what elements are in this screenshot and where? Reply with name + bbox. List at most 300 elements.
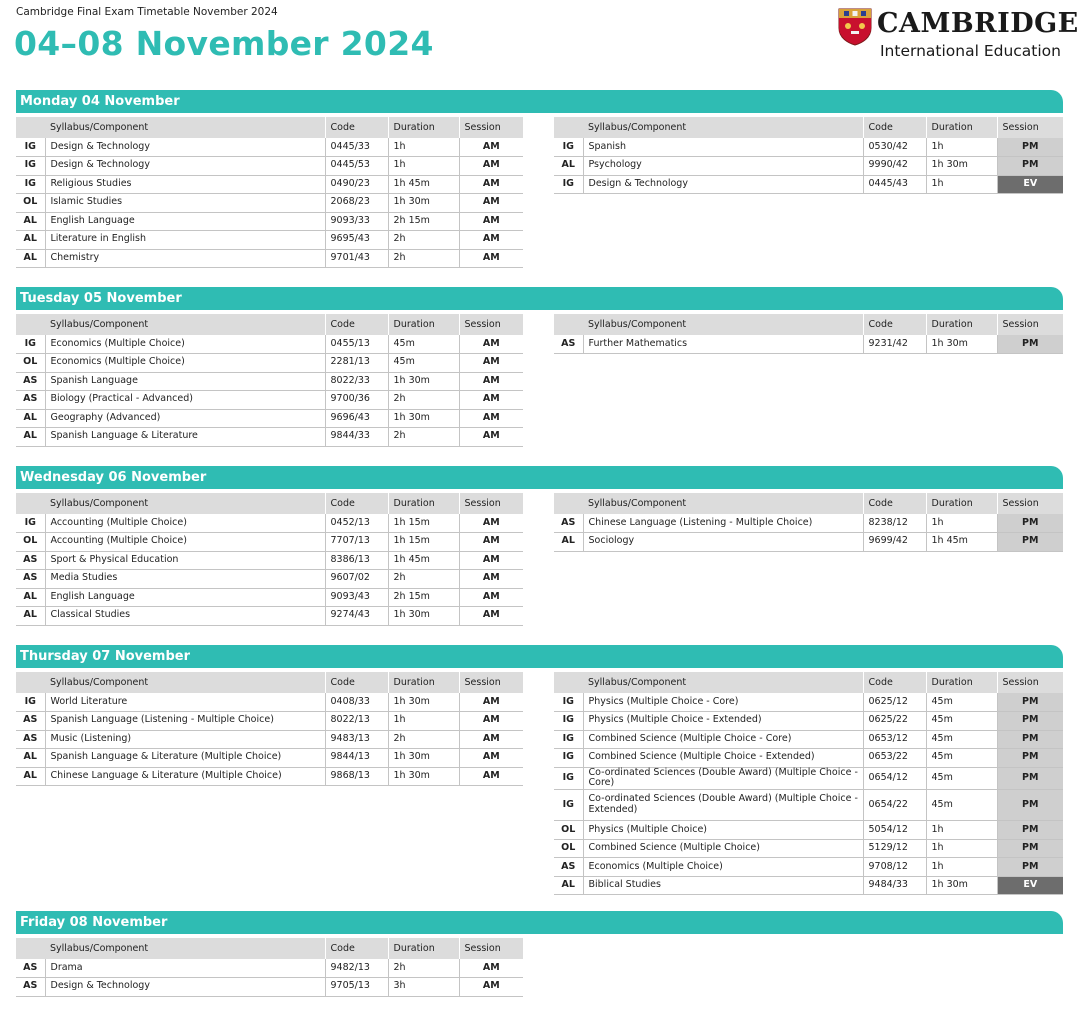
session-cell: AM bbox=[459, 730, 523, 749]
duration-cell: 1h bbox=[926, 858, 997, 877]
syllabus-cell: Religious Studies bbox=[45, 175, 325, 194]
syllabus-cell: Chinese Language (Listening - Multiple Choice) bbox=[583, 514, 863, 533]
syllabus-cell: Economics (Multiple Choice) bbox=[45, 354, 325, 373]
syllabus-cell: Co-ordinated Sciences (Double Award) (Multiple Choice - Core) bbox=[583, 767, 863, 790]
day-section bbox=[16, 90, 1063, 263]
table-row bbox=[16, 749, 523, 768]
code-cell: 0445/43 bbox=[863, 175, 926, 194]
syllabus-cell: English Language bbox=[45, 588, 325, 607]
syllabus-cell: English Language bbox=[45, 212, 325, 231]
duration-cell: 1h 45m bbox=[388, 175, 459, 194]
level-header bbox=[16, 938, 45, 959]
code-cell: 0408/33 bbox=[325, 693, 388, 712]
level-cell: AS bbox=[16, 730, 45, 749]
code-cell: 0530/42 bbox=[863, 138, 926, 157]
duration-cell: 1h bbox=[926, 175, 997, 194]
duration-cell: 45m bbox=[388, 354, 459, 373]
code-cell: 9483/13 bbox=[325, 730, 388, 749]
day-section bbox=[16, 287, 1063, 442]
duration-cell: 1h bbox=[926, 839, 997, 858]
right-exam-table bbox=[554, 117, 1063, 194]
day-header: Friday 08 November bbox=[16, 911, 1063, 934]
level-cell: AS bbox=[16, 712, 45, 731]
session-cell: PM bbox=[997, 157, 1063, 176]
session-cell: AM bbox=[459, 749, 523, 768]
left-exam-table bbox=[16, 314, 523, 447]
syllabus-cell: Music (Listening) bbox=[45, 730, 325, 749]
duration-cell: 45m bbox=[926, 730, 997, 749]
session-cell: AM bbox=[459, 138, 523, 157]
code-cell: 9696/43 bbox=[325, 409, 388, 428]
code-cell: 9607/02 bbox=[325, 570, 388, 589]
level-cell: IG bbox=[16, 175, 45, 194]
syllabus-cell: Design & Technology bbox=[45, 157, 325, 176]
table-header-row bbox=[554, 493, 1063, 514]
syllabus-cell: Chemistry bbox=[45, 249, 325, 268]
session-cell: AM bbox=[459, 175, 523, 194]
duration-cell: 1h 45m bbox=[388, 551, 459, 570]
duration-cell: 1h 45m bbox=[926, 533, 997, 552]
code-header: Code bbox=[325, 314, 388, 335]
day-section bbox=[16, 466, 1063, 621]
duration-cell: 3h bbox=[388, 978, 459, 997]
table-header-row bbox=[554, 672, 1063, 693]
table-row bbox=[554, 514, 1063, 533]
duration-cell: 2h bbox=[388, 249, 459, 268]
table-row bbox=[554, 335, 1063, 354]
level-cell: IG bbox=[16, 514, 45, 533]
level-cell: AL bbox=[16, 231, 45, 250]
level-cell: AS bbox=[16, 391, 45, 410]
syllabus-cell: Islamic Studies bbox=[45, 194, 325, 213]
session-cell: AM bbox=[459, 428, 523, 447]
duration-cell: 1h 30m bbox=[388, 194, 459, 213]
level-cell: AL bbox=[16, 588, 45, 607]
session-cell: AM bbox=[459, 570, 523, 589]
syllabus-header: Syllabus/Component bbox=[583, 672, 863, 693]
syllabus-cell: Combined Science (Multiple Choice - Extended) bbox=[583, 749, 863, 768]
level-cell: IG bbox=[554, 175, 583, 194]
duration-cell: 1h bbox=[388, 138, 459, 157]
level-cell: IG bbox=[16, 693, 45, 712]
day-section bbox=[16, 645, 1063, 891]
level-cell: AS bbox=[16, 551, 45, 570]
table-row bbox=[554, 767, 1063, 790]
session-header: Session bbox=[459, 938, 523, 959]
level-cell: OL bbox=[554, 839, 583, 858]
table-row bbox=[16, 514, 523, 533]
code-cell: 2281/13 bbox=[325, 354, 388, 373]
session-cell: PM bbox=[997, 821, 1063, 840]
table-row bbox=[554, 712, 1063, 731]
code-cell: 9093/43 bbox=[325, 588, 388, 607]
duration-header: Duration bbox=[926, 672, 997, 693]
code-header: Code bbox=[325, 938, 388, 959]
level-cell: IG bbox=[554, 767, 583, 790]
doc-subtitle: Cambridge Final Exam Timetable November 2024 bbox=[16, 6, 278, 18]
level-cell: AS bbox=[554, 858, 583, 877]
session-cell: AM bbox=[459, 194, 523, 213]
level-cell: IG bbox=[16, 138, 45, 157]
session-cell: AM bbox=[459, 533, 523, 552]
left-exam-table bbox=[16, 672, 523, 786]
code-cell: 9695/43 bbox=[325, 231, 388, 250]
duration-cell: 1h bbox=[926, 821, 997, 840]
code-cell: 0653/22 bbox=[863, 749, 926, 768]
table-row bbox=[16, 570, 523, 589]
code-header: Code bbox=[325, 117, 388, 138]
session-cell: PM bbox=[997, 730, 1063, 749]
syllabus-cell: Literature in English bbox=[45, 231, 325, 250]
syllabus-header: Syllabus/Component bbox=[583, 314, 863, 335]
session-header: Session bbox=[997, 314, 1063, 335]
duration-cell: 1h bbox=[926, 514, 997, 533]
day-header: Thursday 07 November bbox=[16, 645, 1063, 668]
session-cell: AM bbox=[459, 157, 523, 176]
session-cell: AM bbox=[459, 978, 523, 997]
code-cell: 0490/23 bbox=[325, 175, 388, 194]
syllabus-header: Syllabus/Component bbox=[583, 493, 863, 514]
code-cell: 9705/13 bbox=[325, 978, 388, 997]
table-row bbox=[16, 588, 523, 607]
duration-cell: 45m bbox=[388, 335, 459, 354]
level-header bbox=[16, 493, 45, 514]
session-cell: AM bbox=[459, 767, 523, 786]
code-cell: 9844/33 bbox=[325, 428, 388, 447]
level-cell: IG bbox=[554, 749, 583, 768]
code-header: Code bbox=[325, 493, 388, 514]
table-row bbox=[554, 693, 1063, 712]
code-cell: 8386/13 bbox=[325, 551, 388, 570]
table-row bbox=[554, 138, 1063, 157]
session-cell: AM bbox=[459, 409, 523, 428]
syllabus-cell: Design & Technology bbox=[45, 138, 325, 157]
syllabus-cell: Drama bbox=[45, 959, 325, 978]
syllabus-cell: Spanish Language (Listening - Multiple Choice) bbox=[45, 712, 325, 731]
code-cell: 0653/12 bbox=[863, 730, 926, 749]
level-cell: IG bbox=[554, 730, 583, 749]
duration-cell: 45m bbox=[926, 790, 997, 821]
syllabus-cell: Economics (Multiple Choice) bbox=[583, 858, 863, 877]
session-cell: PM bbox=[997, 790, 1063, 821]
duration-cell: 1h 30m bbox=[388, 607, 459, 626]
duration-cell: 1h 30m bbox=[926, 335, 997, 354]
duration-cell: 2h 15m bbox=[388, 588, 459, 607]
duration-cell: 45m bbox=[926, 767, 997, 790]
code-cell: 9093/33 bbox=[325, 212, 388, 231]
cambridge-shield-icon bbox=[838, 8, 872, 46]
session-header: Session bbox=[997, 117, 1063, 138]
table-row bbox=[16, 194, 523, 213]
session-cell: AM bbox=[459, 712, 523, 731]
table-row bbox=[16, 767, 523, 786]
day-header: Wednesday 06 November bbox=[16, 466, 1063, 489]
syllabus-cell: Geography (Advanced) bbox=[45, 409, 325, 428]
day-header: Monday 04 November bbox=[16, 90, 1063, 113]
syllabus-cell: Spanish bbox=[583, 138, 863, 157]
code-header: Code bbox=[863, 314, 926, 335]
cambridge-logo bbox=[838, 8, 1079, 64]
level-cell: AS bbox=[16, 372, 45, 391]
session-header: Session bbox=[459, 117, 523, 138]
session-cell: PM bbox=[997, 712, 1063, 731]
duration-cell: 1h 30m bbox=[388, 372, 459, 391]
level-header bbox=[554, 314, 583, 335]
session-cell: AM bbox=[459, 693, 523, 712]
session-cell: AM bbox=[459, 249, 523, 268]
session-cell: AM bbox=[459, 959, 523, 978]
table-row bbox=[554, 749, 1063, 768]
duration-cell: 1h 15m bbox=[388, 514, 459, 533]
table-row bbox=[554, 790, 1063, 821]
table-row bbox=[16, 249, 523, 268]
syllabus-header: Syllabus/Component bbox=[45, 672, 325, 693]
table-row bbox=[16, 607, 523, 626]
session-header: Session bbox=[459, 493, 523, 514]
duration-cell: 45m bbox=[926, 749, 997, 768]
session-cell: AM bbox=[459, 391, 523, 410]
duration-header: Duration bbox=[388, 314, 459, 335]
table-header-row bbox=[16, 493, 523, 514]
syllabus-cell: Spanish Language & Literature (Multiple Choice) bbox=[45, 749, 325, 768]
level-cell: AL bbox=[16, 249, 45, 268]
duration-cell: 2h bbox=[388, 730, 459, 749]
session-cell: AM bbox=[459, 212, 523, 231]
table-row bbox=[16, 157, 523, 176]
level-cell: AL bbox=[16, 212, 45, 231]
duration-header: Duration bbox=[388, 117, 459, 138]
level-header bbox=[16, 314, 45, 335]
table-row bbox=[16, 231, 523, 250]
code-header: Code bbox=[863, 672, 926, 693]
syllabus-cell: Economics (Multiple Choice) bbox=[45, 335, 325, 354]
syllabus-cell: World Literature bbox=[45, 693, 325, 712]
code-cell: 9844/13 bbox=[325, 749, 388, 768]
left-exam-table bbox=[16, 938, 523, 997]
syllabus-cell: Spanish Language bbox=[45, 372, 325, 391]
table-header-row bbox=[16, 314, 523, 335]
syllabus-cell: Physics (Multiple Choice) bbox=[583, 821, 863, 840]
duration-header: Duration bbox=[926, 314, 997, 335]
code-cell: 9699/42 bbox=[863, 533, 926, 552]
table-row bbox=[554, 876, 1063, 895]
table-row bbox=[554, 533, 1063, 552]
level-cell: AL bbox=[16, 607, 45, 626]
code-cell: 0445/33 bbox=[325, 138, 388, 157]
session-cell: PM bbox=[997, 138, 1063, 157]
session-cell: AM bbox=[459, 335, 523, 354]
table-row bbox=[16, 354, 523, 373]
level-cell: AL bbox=[16, 767, 45, 786]
session-cell: AM bbox=[459, 231, 523, 250]
table-row bbox=[16, 693, 523, 712]
duration-header: Duration bbox=[388, 493, 459, 514]
level-cell: OL bbox=[554, 821, 583, 840]
session-cell: PM bbox=[997, 749, 1063, 768]
level-cell: AL bbox=[554, 157, 583, 176]
session-cell: AM bbox=[459, 607, 523, 626]
level-cell: AS bbox=[554, 514, 583, 533]
code-cell: 9700/36 bbox=[325, 391, 388, 410]
duration-header: Duration bbox=[926, 117, 997, 138]
table-row bbox=[16, 212, 523, 231]
session-header: Session bbox=[997, 493, 1063, 514]
table-row bbox=[16, 551, 523, 570]
code-cell: 9990/42 bbox=[863, 157, 926, 176]
syllabus-cell: Sport & Physical Education bbox=[45, 551, 325, 570]
table-row bbox=[16, 428, 523, 447]
session-cell: PM bbox=[997, 858, 1063, 877]
syllabus-cell: Psychology bbox=[583, 157, 863, 176]
code-cell: 0445/53 bbox=[325, 157, 388, 176]
syllabus-cell: Chinese Language & Literature (Multiple Choice) bbox=[45, 767, 325, 786]
level-header bbox=[554, 493, 583, 514]
syllabus-cell: Design & Technology bbox=[45, 978, 325, 997]
left-exam-table bbox=[16, 117, 523, 268]
table-row bbox=[554, 858, 1063, 877]
code-cell: 9484/33 bbox=[863, 876, 926, 895]
code-cell: 9868/13 bbox=[325, 767, 388, 786]
syllabus-cell: Biblical Studies bbox=[583, 876, 863, 895]
table-row bbox=[16, 335, 523, 354]
level-cell: AL bbox=[16, 428, 45, 447]
session-cell: PM bbox=[997, 767, 1063, 790]
duration-header: Duration bbox=[388, 938, 459, 959]
table-header-row bbox=[16, 117, 523, 138]
level-cell: IG bbox=[554, 790, 583, 821]
table-row bbox=[16, 730, 523, 749]
session-header: Session bbox=[997, 672, 1063, 693]
duration-cell: 1h 30m bbox=[388, 409, 459, 428]
level-cell: OL bbox=[16, 354, 45, 373]
session-cell: AM bbox=[459, 551, 523, 570]
code-cell: 5129/12 bbox=[863, 839, 926, 858]
session-cell: PM bbox=[997, 533, 1063, 552]
table-row bbox=[16, 409, 523, 428]
syllabus-cell: Design & Technology bbox=[583, 175, 863, 194]
level-cell: AS bbox=[554, 335, 583, 354]
duration-cell: 2h bbox=[388, 959, 459, 978]
session-header: Session bbox=[459, 672, 523, 693]
level-cell: IG bbox=[16, 157, 45, 176]
session-cell: EV bbox=[997, 876, 1063, 895]
table-row bbox=[16, 175, 523, 194]
level-cell: IG bbox=[554, 712, 583, 731]
duration-cell: 1h bbox=[926, 138, 997, 157]
level-cell: OL bbox=[16, 533, 45, 552]
code-cell: 5054/12 bbox=[863, 821, 926, 840]
code-cell: 0625/12 bbox=[863, 693, 926, 712]
syllabus-cell: Sociology bbox=[583, 533, 863, 552]
session-cell: PM bbox=[997, 839, 1063, 858]
code-cell: 0625/22 bbox=[863, 712, 926, 731]
table-row bbox=[554, 730, 1063, 749]
right-exam-table bbox=[554, 672, 1063, 895]
table-row bbox=[554, 157, 1063, 176]
level-cell: AS bbox=[16, 570, 45, 589]
duration-cell: 2h bbox=[388, 428, 459, 447]
table-header-row bbox=[16, 938, 523, 959]
page-title: 04–08 November 2024 bbox=[14, 24, 434, 63]
right-exam-table bbox=[554, 493, 1063, 552]
duration-header: Duration bbox=[388, 672, 459, 693]
level-cell: OL bbox=[16, 194, 45, 213]
syllabus-cell: Media Studies bbox=[45, 570, 325, 589]
logo-subtitle: International Education bbox=[879, 42, 1061, 60]
table-header-row bbox=[16, 672, 523, 693]
syllabus-header: Syllabus/Component bbox=[45, 938, 325, 959]
syllabus-cell: Physics (Multiple Choice - Extended) bbox=[583, 712, 863, 731]
code-cell: 0654/12 bbox=[863, 767, 926, 790]
day-header: Tuesday 05 November bbox=[16, 287, 1063, 310]
session-cell: PM bbox=[997, 693, 1063, 712]
code-cell: 9274/43 bbox=[325, 607, 388, 626]
session-cell: PM bbox=[997, 514, 1063, 533]
code-cell: 2068/23 bbox=[325, 194, 388, 213]
level-cell: AL bbox=[554, 533, 583, 552]
left-exam-table bbox=[16, 493, 523, 626]
code-cell: 8022/33 bbox=[325, 372, 388, 391]
duration-cell: 45m bbox=[926, 712, 997, 731]
level-header bbox=[16, 117, 45, 138]
code-cell: 0654/22 bbox=[863, 790, 926, 821]
table-row bbox=[554, 175, 1063, 194]
duration-cell: 1h 15m bbox=[388, 533, 459, 552]
duration-cell: 1h 30m bbox=[388, 749, 459, 768]
session-cell: AM bbox=[459, 514, 523, 533]
duration-cell: 2h bbox=[388, 570, 459, 589]
code-cell: 0455/13 bbox=[325, 335, 388, 354]
logo-brand: CAMBRIDGE bbox=[877, 8, 1079, 39]
code-header: Code bbox=[325, 672, 388, 693]
code-cell: 8022/13 bbox=[325, 712, 388, 731]
table-row bbox=[16, 391, 523, 410]
code-header: Code bbox=[863, 117, 926, 138]
session-cell: AM bbox=[459, 372, 523, 391]
table-row bbox=[16, 978, 523, 997]
table-row bbox=[554, 821, 1063, 840]
syllabus-cell: Spanish Language & Literature bbox=[45, 428, 325, 447]
level-header bbox=[554, 672, 583, 693]
duration-cell: 2h bbox=[388, 231, 459, 250]
code-cell: 9708/12 bbox=[863, 858, 926, 877]
duration-header: Duration bbox=[926, 493, 997, 514]
duration-cell: 1h bbox=[388, 712, 459, 731]
session-cell: AM bbox=[459, 354, 523, 373]
code-cell: 9701/43 bbox=[325, 249, 388, 268]
level-cell: IG bbox=[554, 138, 583, 157]
syllabus-cell: Further Mathematics bbox=[583, 335, 863, 354]
table-header-row bbox=[554, 117, 1063, 138]
syllabus-header: Syllabus/Component bbox=[45, 493, 325, 514]
syllabus-cell: Accounting (Multiple Choice) bbox=[45, 533, 325, 552]
table-row bbox=[16, 533, 523, 552]
syllabus-header: Syllabus/Component bbox=[45, 314, 325, 335]
duration-cell: 1h 30m bbox=[388, 693, 459, 712]
code-cell: 8238/12 bbox=[863, 514, 926, 533]
level-cell: AL bbox=[554, 876, 583, 895]
level-header bbox=[554, 117, 583, 138]
table-row bbox=[16, 138, 523, 157]
level-cell: AL bbox=[16, 409, 45, 428]
code-cell: 7707/13 bbox=[325, 533, 388, 552]
code-header: Code bbox=[863, 493, 926, 514]
level-cell: AS bbox=[16, 959, 45, 978]
level-cell: IG bbox=[16, 335, 45, 354]
syllabus-cell: Biology (Practical - Advanced) bbox=[45, 391, 325, 410]
syllabus-header: Syllabus/Component bbox=[583, 117, 863, 138]
table-row bbox=[16, 372, 523, 391]
